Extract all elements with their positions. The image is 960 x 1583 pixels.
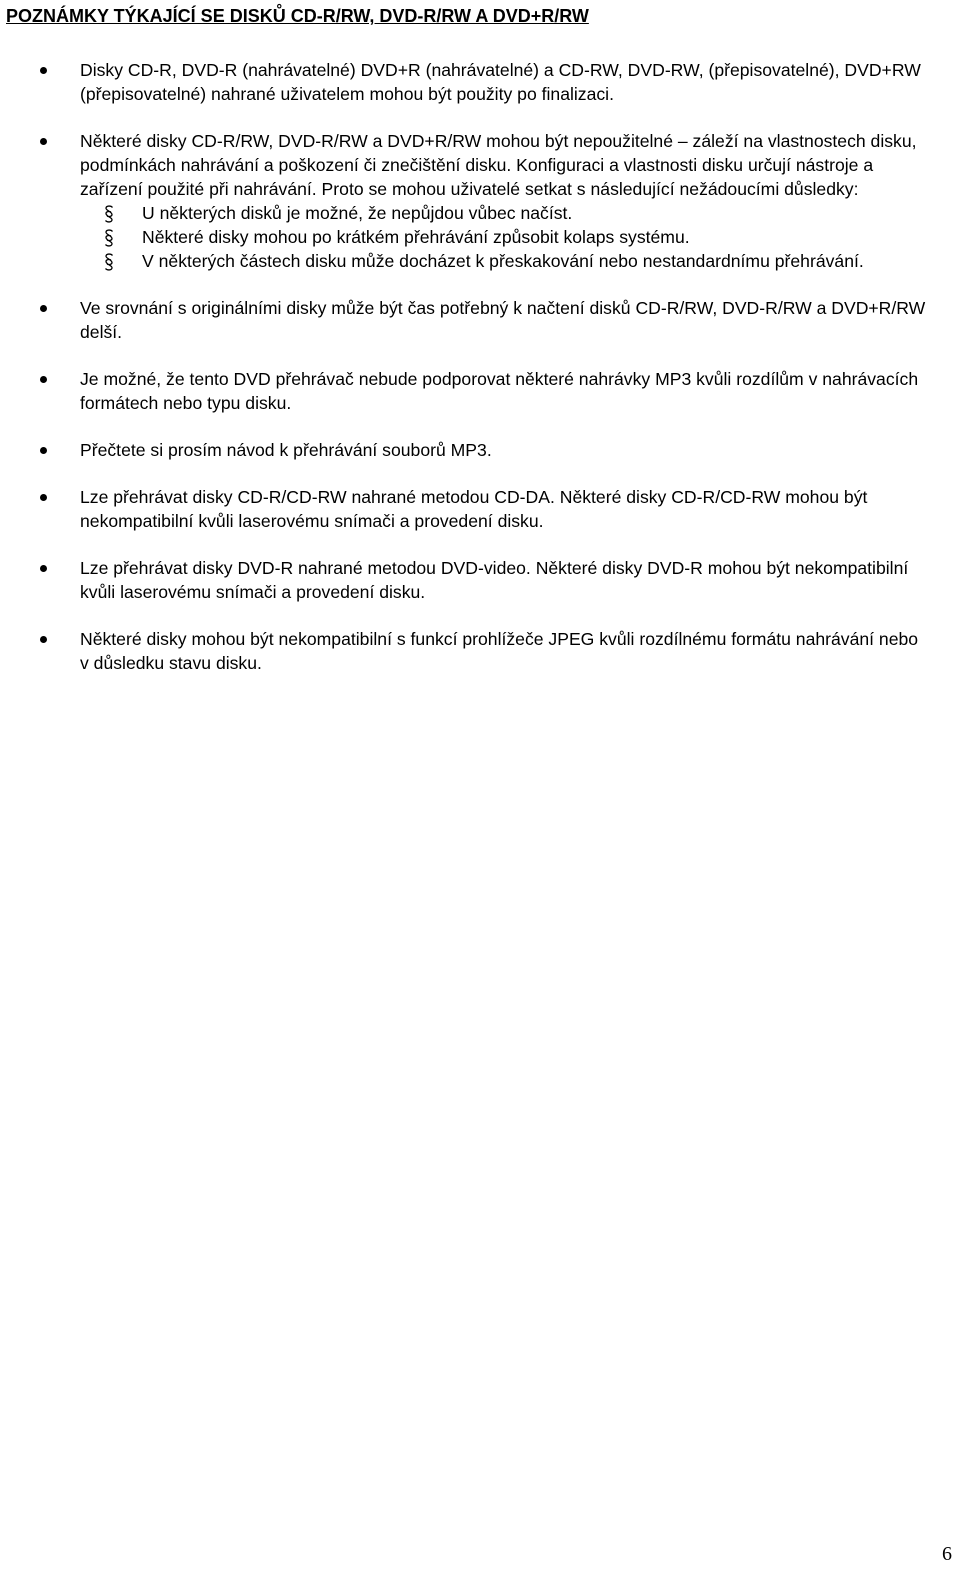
list-item-text: Disky CD-R, DVD-R (nahrávatelné) DVD+R (nahrávatelné) a CD-RW, DVD-RW, (přepisovatelné), DVD+RW (přepisovatelné) nahrané uživatelem mohou být použity po finalizaci. bbox=[80, 60, 921, 104]
sub-list-item bbox=[80, 249, 930, 273]
section-sign-icon bbox=[102, 252, 116, 272]
list-item bbox=[0, 367, 960, 415]
list-item bbox=[0, 485, 960, 533]
list-item bbox=[0, 556, 960, 604]
bullet-icon bbox=[40, 376, 47, 383]
list-item bbox=[0, 627, 960, 675]
page-title: POZNÁMKY TÝKAJÍCÍ SE DISKŮ CD-R/RW, DVD-R/RW A DVD+R/RW bbox=[6, 6, 589, 26]
bullet-icon bbox=[40, 565, 47, 572]
bullet-icon bbox=[40, 305, 47, 312]
sub-list-item-text: U některých disků je možné, že nepůjdou vůbec načíst. bbox=[142, 203, 573, 223]
list-item bbox=[0, 129, 960, 273]
list-item-text: Některé disky mohou být nekompatibilní s funkcí prohlížeče JPEG kvůli rozdílnému formátu nahrávání nebo v důsledku stavu disku. bbox=[80, 629, 919, 673]
bullet-icon bbox=[40, 494, 47, 501]
consequences-list bbox=[80, 201, 930, 273]
sub-list-item bbox=[80, 225, 930, 249]
list-item-text: Je možné, že tento DVD přehrávač nebude podporovat některé nahrávky MP3 kvůli rozdílům v nahrávacích formátech nebo typu disku. bbox=[80, 369, 919, 413]
list-item-text: Lze přehrávat disky CD-R/CD-RW nahrané metodou CD-DA. Některé disky CD-R/CD-RW mohou být nekompatibilní kvůli laserovému snímači a provedení disku. bbox=[80, 487, 868, 531]
bullet-icon bbox=[40, 138, 47, 145]
sub-list-item bbox=[80, 201, 930, 225]
section-sign-icon bbox=[102, 204, 116, 224]
sub-list-item-text: V některých částech disku může docházet k přeskakování nebo nestandardnímu přehrávání. bbox=[142, 251, 864, 271]
list-item bbox=[0, 296, 960, 344]
bullet-icon bbox=[40, 67, 47, 74]
list-item-text: Některé disky CD-R/RW, DVD-R/RW a DVD+R/RW mohou být nepoužitelné – záleží na vlastnostech disku, podmínkách nahrávání a poškození či znečištění disku. Konfiguraci a vlastnosti disku určují nástroje a zařízení použité při nahrávání. Proto se mohou uživatelé setkat s následující nežádoucími důsledky: bbox=[80, 131, 917, 199]
list-item bbox=[0, 438, 960, 462]
bullet-icon bbox=[40, 447, 47, 454]
notes-list bbox=[0, 58, 960, 698]
list-item bbox=[0, 58, 960, 106]
sub-list-item-text: Některé disky mohou po krátkém přehrávání způsobit kolaps systému. bbox=[142, 227, 690, 247]
list-item-text: Ve srovnání s originálními disky může být čas potřebný k načtení disků CD-R/RW, DVD-R/RW a DVD+R/RW delší. bbox=[80, 298, 926, 342]
bullet-icon bbox=[40, 636, 47, 643]
list-item-text: Lze přehrávat disky DVD-R nahrané metodou DVD-video. Některé disky DVD-R mohou být nekompatibilní kvůli laserovému snímači a provedení disku. bbox=[80, 558, 909, 602]
list-item-text: Přečtete si prosím návod k přehrávání souborů MP3. bbox=[80, 440, 492, 460]
section-sign-icon bbox=[102, 228, 116, 248]
page-number: 6 bbox=[942, 1543, 952, 1565]
